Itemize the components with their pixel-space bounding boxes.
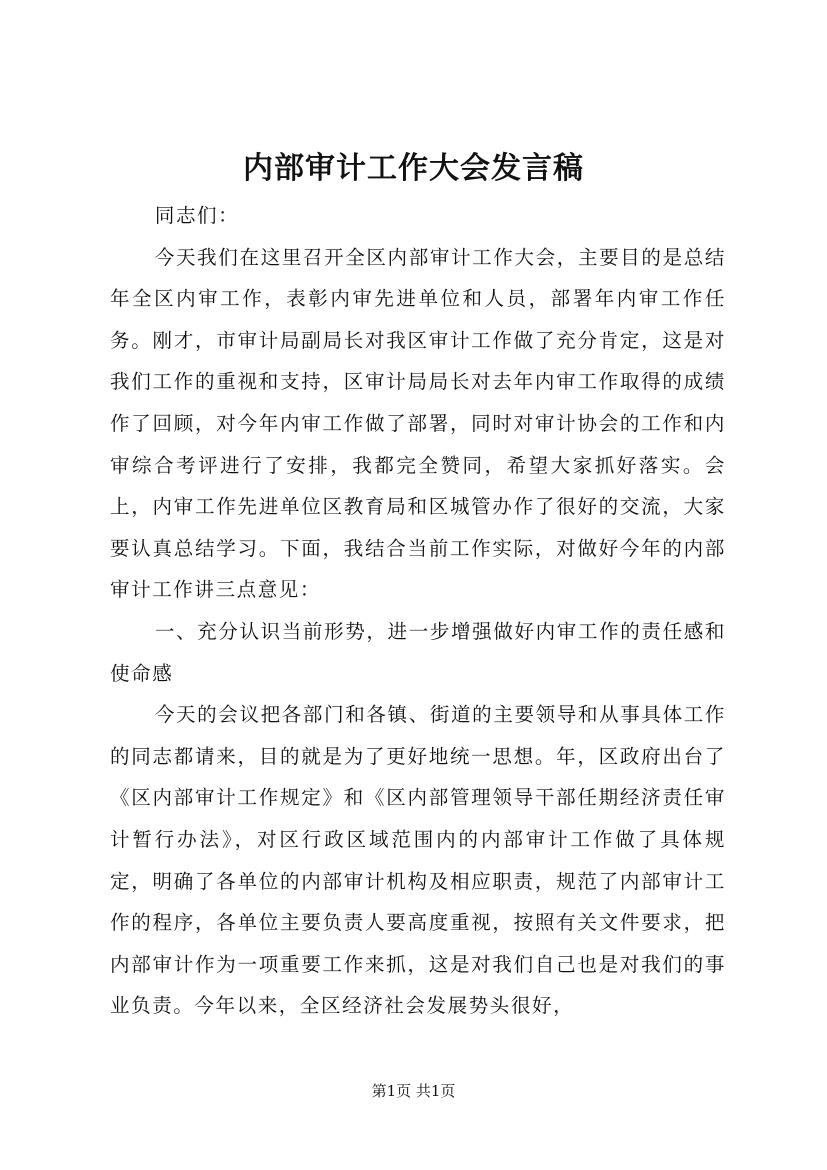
paragraph-intro: 今天我们在这里召开全区内部审计工作大会，主要目的是总结年全区内审工作，表彰内审先进单位和人员，部署年内审工作任务。刚才，市审计局副局长对我区审计工作做了充分肯定，这是对我们工作的重视和支持，区审计局局长对去年内审工作取得的成绩作了回顾，对今年内审工作做了部署，同时对审计协会的工作和内审综合考评进行了安排，我都完全赞同，希望大家抓好落实。会上，内审工作先进单位区教育局和区城管办作了很好的交流，大家要认真总结学习。下面，我结合当前工作实际，对做好今年的内部审计工作讲三点意见： [110, 245, 726, 602]
paragraph-section-1: 今天的会议把各部门和各镇、街道的主要领导和从事具体工作的同志都请来，目的就是为了更好地统一思想。年，区政府出台了《区内部审计工作规定》和《区内部管理领导干部任期经济责任审计暂行办法》，对区行政区域范围内的内部审计工作做了具体规定，明确了各单位的内部审计机构及相应职责，规范了内部审计工作的程序，各单位主要负责人要高度重视，按照有关文件要求，把内部审计作为一项重要工作来抓，这是对我们自己也是对我们的事业负责。今年以来，全区经济社会发展势头很好， [110, 703, 726, 1018]
page-number: 第1页 共1页 [371, 1082, 456, 1100]
page-footer [0, 1080, 827, 1102]
section-heading-1: 一、充分认识当前形势，进一步增强做好内审工作的责任感和使命感 [110, 619, 726, 685]
salutation: 同志们： [154, 204, 240, 227]
document-title: 内部审计工作大会发言稿 [243, 151, 584, 186]
document-body [110, 195, 726, 1027]
